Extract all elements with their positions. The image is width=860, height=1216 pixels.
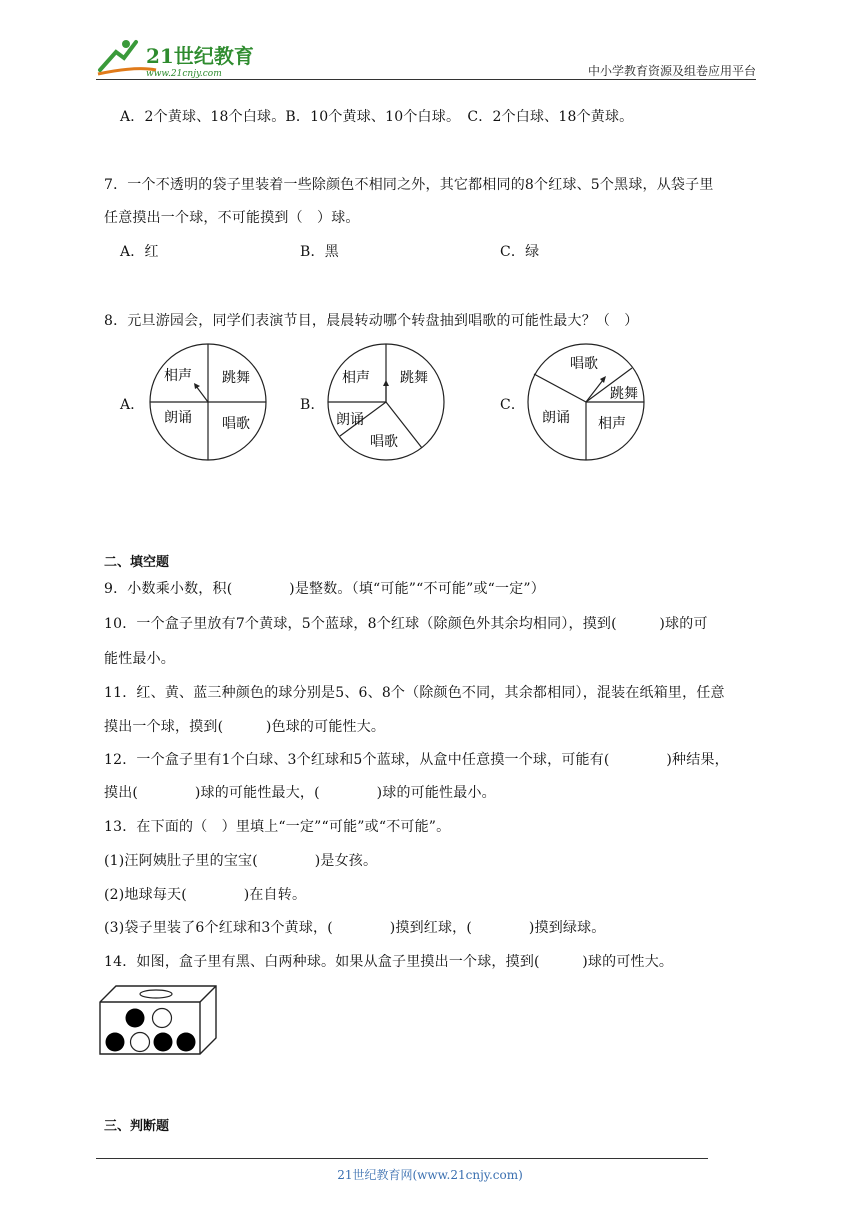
- section-fill-in-title: 二、填空题: [104, 555, 170, 570]
- white-ball: [131, 1033, 150, 1052]
- q8-option-b: B．: [300, 397, 325, 413]
- wheel-b-label-xiangsheng: 相声: [342, 370, 370, 386]
- q8-option-c: C．: [500, 397, 526, 413]
- q14-text: 14．如图，盒子里有黑、白两种球。如果从盒子里摸出一个球，摸到( )球的可性大。: [104, 954, 674, 970]
- footer-text: 21世纪教育网(www.21cnjy.com): [337, 1168, 523, 1182]
- q9-text: 9．小数乘小数，积( )是整数。（填“可能”“不可能”或“一定”）: [104, 581, 545, 597]
- wheel-c-label-langsong: 朗诵: [542, 410, 570, 426]
- white-ball: [153, 1009, 172, 1028]
- q10-line1: 10．一个盒子里放有7个黄球，5个蓝球，8个红球（除颜色外其余均相同），摸到( )球的可: [104, 616, 708, 632]
- q7-line2: 任意摸出一个球，不可能摸到（ ）球。: [104, 210, 360, 226]
- footer-divider: [96, 1158, 708, 1159]
- wheel-a-label-xiangsheng: 相声: [164, 368, 192, 384]
- wheel-b-label-changge: 唱歌: [370, 434, 398, 450]
- wheel-b-label-langsong: 朗诵: [336, 412, 364, 428]
- black-ball: [177, 1033, 196, 1052]
- wheel-b: [324, 340, 448, 464]
- q12-line2: 摸出( )球的可能性最大，( )球的可能性最小。: [104, 785, 496, 801]
- q7-option-c: C．绿: [500, 244, 540, 260]
- q11-line2: 摸出一个球，摸到( )色球的可能性大。: [104, 719, 386, 735]
- wheel-c-label-tiaowu: 跳舞: [610, 386, 638, 402]
- black-ball: [126, 1009, 145, 1028]
- wheel-a: [146, 340, 270, 464]
- q11-line1: 11．红、黄、蓝三种颜色的球分别是5、6、8个（除颜色不同，其余都相同），混装在纸箱里，任意: [104, 685, 725, 701]
- q13-part3: (3)袋子里装了6个红球和3个黄球，( )摸到红球，( )摸到绿球。: [104, 920, 606, 936]
- black-ball: [154, 1033, 173, 1052]
- wheel-c-label-xiangsheng: 相声: [598, 416, 626, 432]
- q13-part1: (1)汪阿姨肚子里的宝宝( )是女孩。: [104, 853, 378, 869]
- q6-options: A．2个黄球、18个白球。B．10个黄球、10个白球。 C．2个白球、18个黄球。: [120, 109, 634, 125]
- q8-question: 8．元旦游园会，同学们表演节目，晨晨转动哪个转盘抽到唱歌的可能性最大？（ ）: [104, 313, 639, 329]
- header-platform-text: 中小学教育资源及组卷应用平台: [587, 64, 756, 78]
- black-ball: [106, 1033, 125, 1052]
- header-divider: [96, 79, 756, 80]
- wheel-c: [524, 340, 648, 464]
- logo-url: www.21cnjy.com: [146, 69, 222, 79]
- wheel-b-label-tiaowu: 跳舞: [400, 370, 428, 386]
- q7-option-b: B．黑: [300, 244, 339, 260]
- q12-line1: 12．一个盒子里有1个白球、3个红球和5个蓝球，从盒中任意摸一个球，可能有( )种结果，: [104, 752, 729, 768]
- site-logo: [96, 36, 266, 80]
- section-judgment-title: 三、判断题: [104, 1119, 170, 1134]
- q13-intro: 13．在下面的（ ）里填上“一定”“可能”或“不可能”。: [104, 819, 451, 835]
- q7-line1: 7．一个不透明的袋子里装着一些除颜色不相同之外，其它都相同的8个红球、5个黑球，从袋子里: [104, 177, 714, 193]
- q13-part2: (2)地球每天( )在自转。: [104, 887, 307, 903]
- wheel-c-label-changge: 唱歌: [570, 356, 598, 372]
- ball-box-figure: [98, 984, 220, 1056]
- logo-text: 21世纪教育: [146, 44, 254, 68]
- q8-option-a: A．: [120, 397, 145, 413]
- q7-option-a: A．红: [120, 244, 159, 260]
- wheel-a-label-tiaowu: 跳舞: [222, 370, 250, 386]
- wheel-a-label-changge: 唱歌: [222, 416, 250, 432]
- wheel-a-label-langsong: 朗诵: [164, 410, 192, 426]
- q10-line2: 能性最小。: [104, 651, 175, 667]
